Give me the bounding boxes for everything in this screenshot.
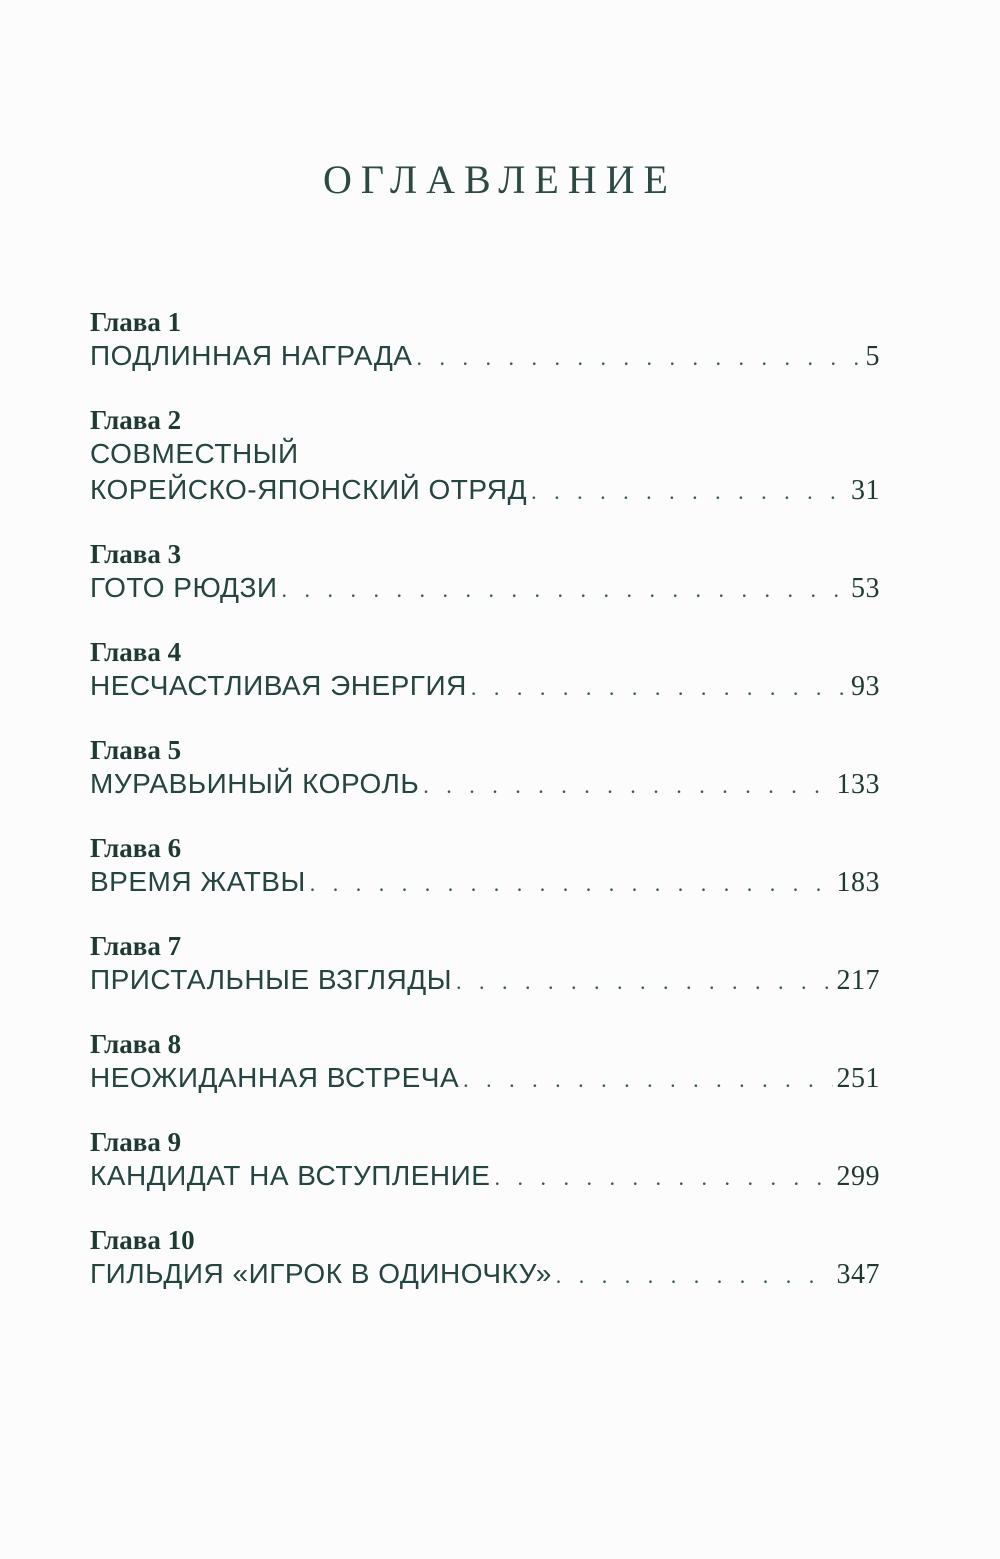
chapter-title: ПРИСТАЛЬНЫЕ ВЗГЛЯДЫ <box>90 964 452 995</box>
chapter-title: НЕСЧАСТЛИВАЯ ЭНЕРГИЯ <box>90 670 467 701</box>
chapter-title: ПОДЛИННАЯ НАГРАДА <box>90 340 413 371</box>
toc-entry-9[interactable] <box>90 1126 880 1196</box>
dot-leader <box>494 1160 832 1196</box>
chapter-title-line <box>90 338 880 376</box>
toc-entry-1[interactable] <box>90 306 880 376</box>
chapter-label: Глава 8 <box>90 1029 182 1059</box>
toc-entry-7[interactable] <box>90 930 880 1000</box>
chapter-title: ГИЛЬДИЯ «ИГРОК В ОДИНОЧКУ» <box>90 1258 552 1289</box>
chapter-title: КАНДИДАТ НА ВСТУПЛЕНИЕ <box>90 1160 491 1191</box>
chapter-title-first-line: СОВМЕСТНЫЙ <box>90 438 299 469</box>
chapter-title-line <box>90 864 880 902</box>
toc-entry-3[interactable] <box>90 538 880 608</box>
chapter-title: ВРЕМЯ ЖАТВЫ <box>90 866 306 897</box>
dot-leader <box>456 964 833 1000</box>
chapter-label: Глава 7 <box>90 931 182 961</box>
toc-entry-5[interactable] <box>90 734 880 804</box>
page-number: 5 <box>865 341 880 372</box>
chapter-label: Глава 1 <box>90 307 182 337</box>
chapter-title-line <box>90 472 880 510</box>
page-number: 347 <box>836 1259 880 1290</box>
dot-leader <box>282 572 847 608</box>
chapter-title-line <box>90 668 880 706</box>
chapter-title-line <box>90 766 880 804</box>
toc-entry-8[interactable] <box>90 1028 880 1098</box>
chapter-label: Глава 3 <box>90 539 182 569</box>
chapter-label: Глава 5 <box>90 735 182 765</box>
toc-entry-6[interactable] <box>90 832 880 902</box>
page-number: 93 <box>851 671 880 702</box>
dot-leader <box>471 670 847 706</box>
page-number: 251 <box>836 1063 880 1094</box>
chapter-title-line <box>90 962 880 1000</box>
chapter-title-line <box>90 570 880 608</box>
toc-entry-2[interactable] <box>90 404 880 510</box>
chapter-label: Глава 9 <box>90 1127 182 1157</box>
chapter-label: Глава 10 <box>90 1225 195 1255</box>
table-of-contents <box>90 306 880 1322</box>
chapter-label: Глава 4 <box>90 637 182 667</box>
dot-leader <box>310 866 833 902</box>
page-number: 217 <box>836 965 880 996</box>
dot-leader <box>423 768 832 804</box>
chapter-title-line <box>90 1158 880 1196</box>
chapter-title: МУРАВЬИНЫЙ КОРОЛЬ <box>90 768 420 799</box>
page-number: 53 <box>851 573 880 604</box>
toc-entry-4[interactable] <box>90 636 880 706</box>
page-title: ОГЛАВЛЕНИЕ <box>323 157 677 202</box>
dot-leader <box>416 340 861 376</box>
toc-entry-10[interactable] <box>90 1224 880 1294</box>
chapter-title-line <box>90 1256 880 1294</box>
dot-leader <box>531 474 847 510</box>
chapter-title: НЕОЖИДАННАЯ ВСТРЕЧА <box>90 1062 460 1093</box>
chapter-label: Глава 6 <box>90 833 182 863</box>
dot-leader <box>463 1062 832 1098</box>
page-number: 299 <box>836 1161 880 1192</box>
chapter-label: Глава 2 <box>90 405 182 435</box>
page-number: 133 <box>836 769 880 800</box>
chapter-title-line <box>90 1060 880 1098</box>
dot-leader <box>556 1258 833 1294</box>
page-number: 183 <box>836 867 880 898</box>
page-number: 31 <box>851 475 880 506</box>
chapter-title: ГОТО РЮДЗИ <box>90 572 278 603</box>
chapter-title: КОРЕЙСКО-ЯПОНСКИЙ ОТРЯД <box>90 474 528 505</box>
